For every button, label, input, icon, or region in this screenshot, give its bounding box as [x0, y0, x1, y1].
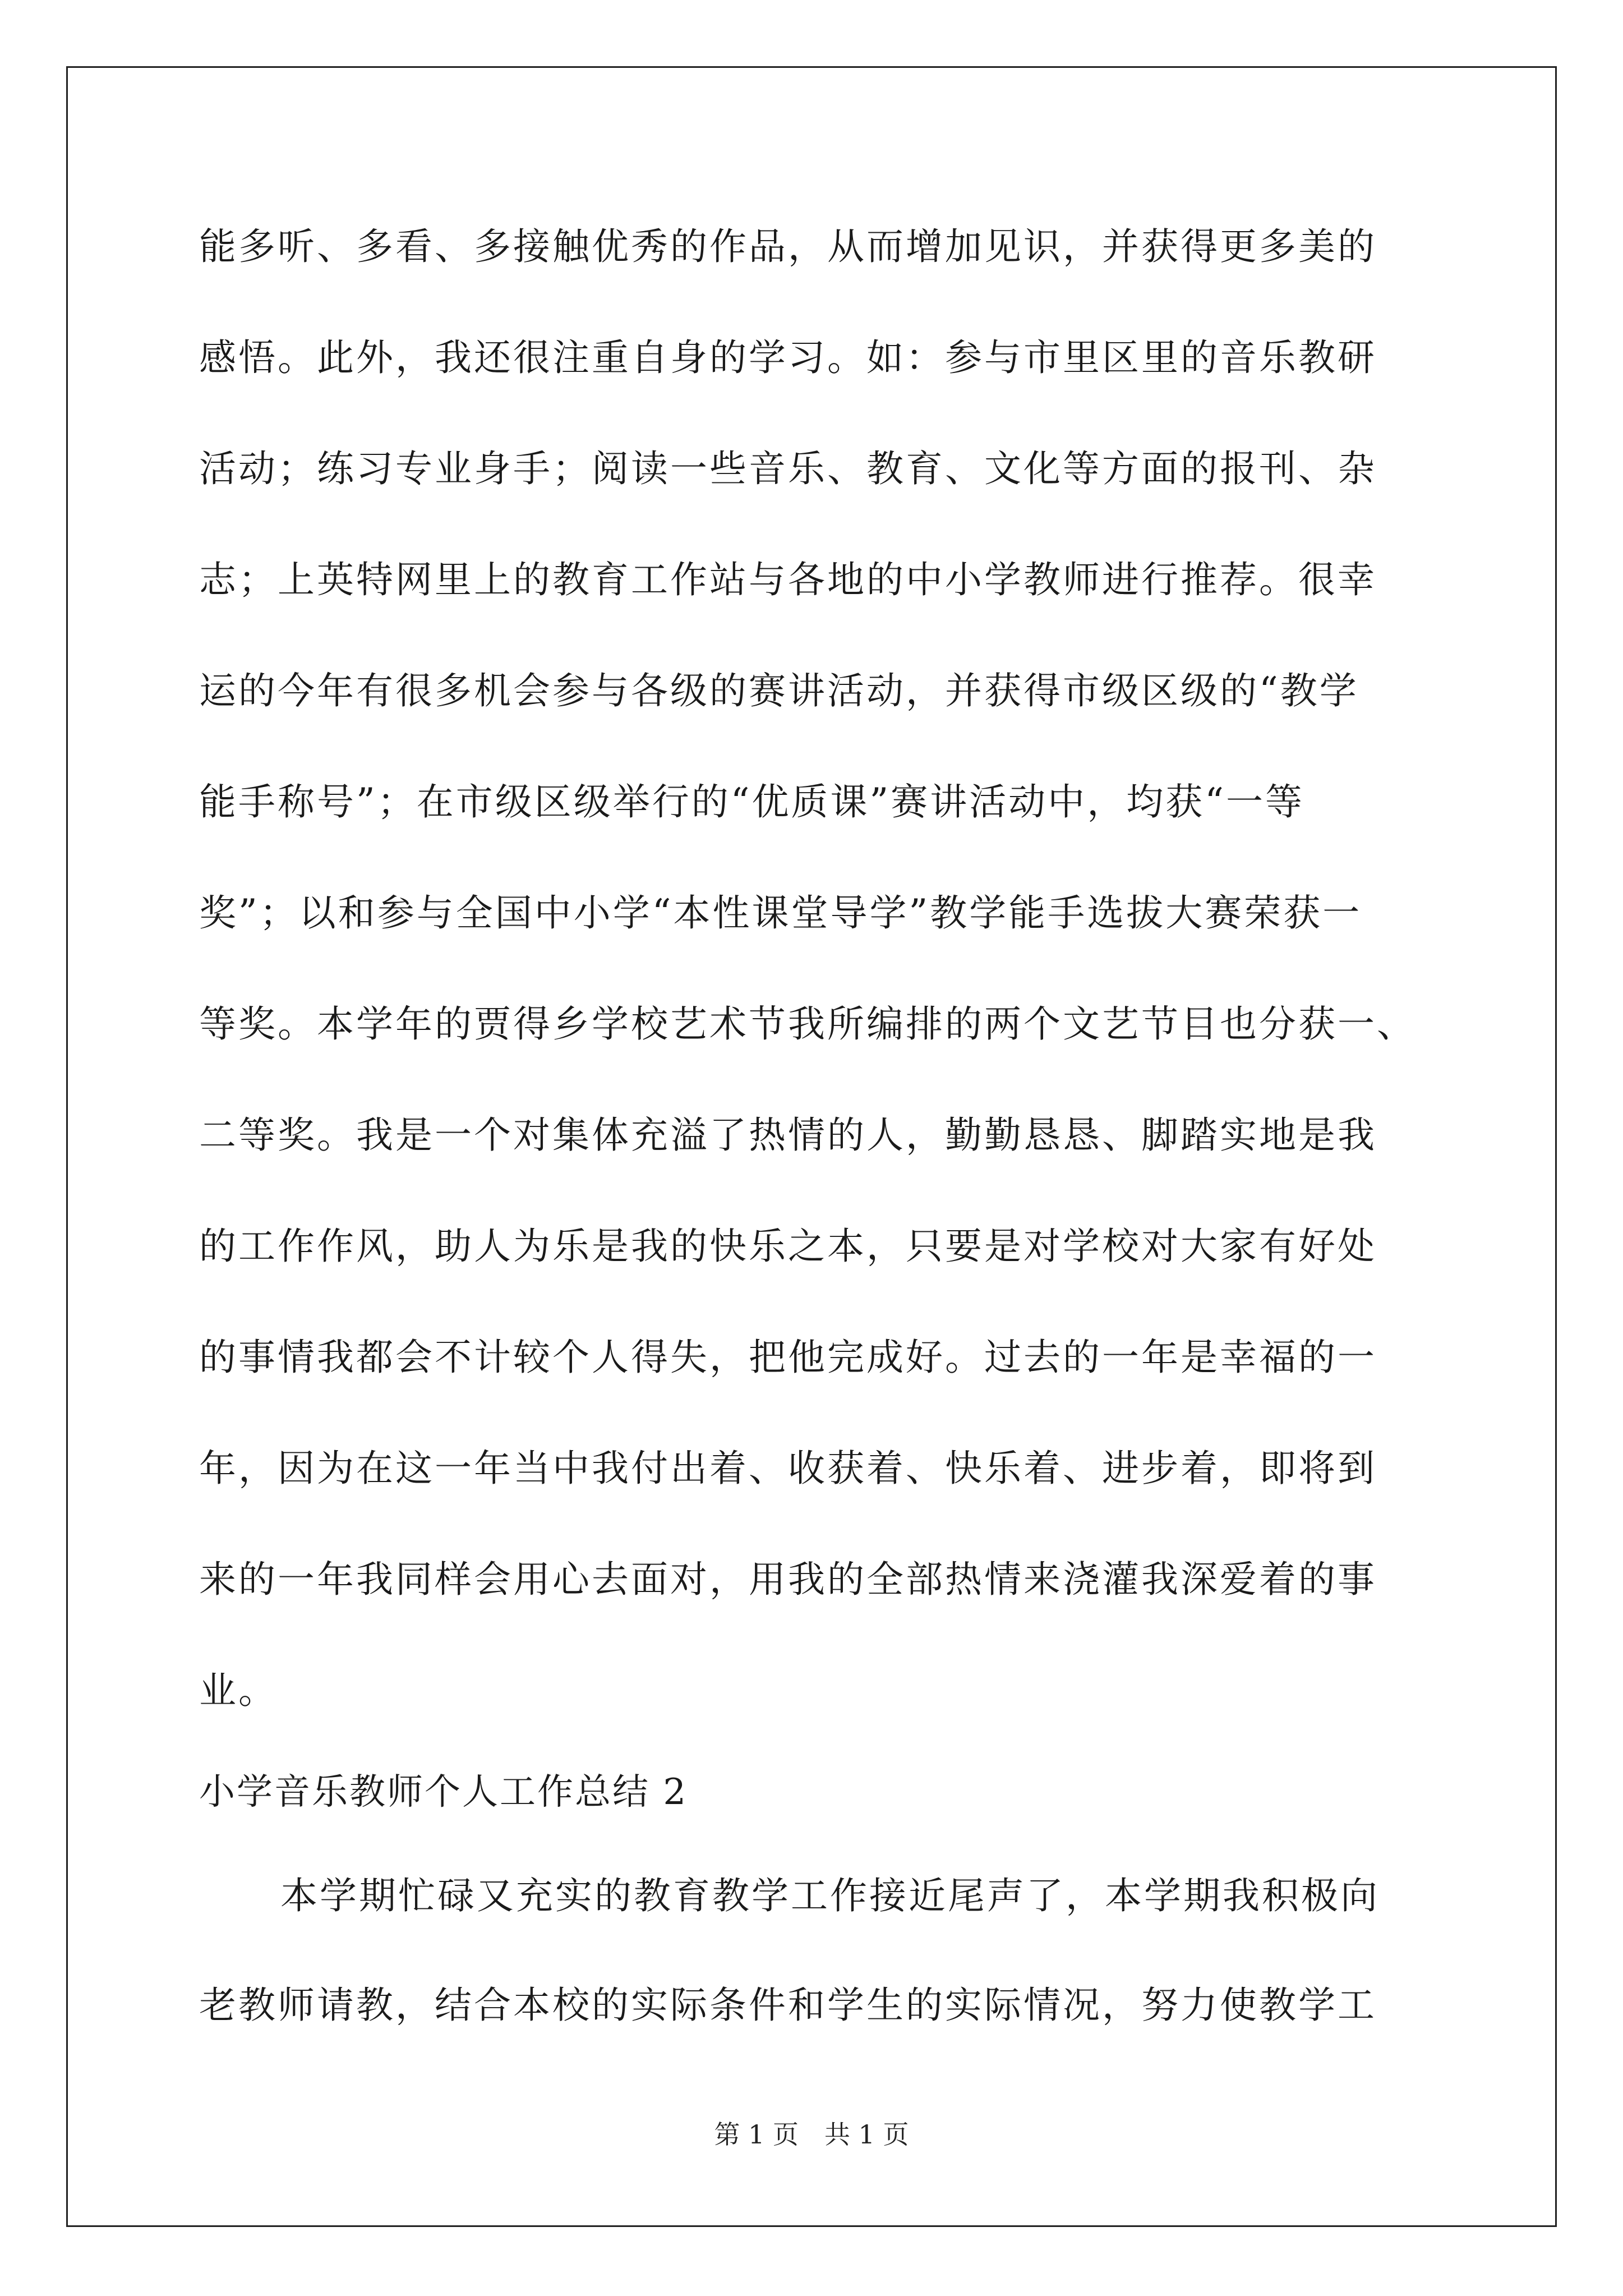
body-line-8: 等奖。本学年的贾得乡学校艺术节我所编排的两个文艺节目也分获一、	[199, 1002, 1416, 1046]
body-line-9: 二等奖。我是一个对集体充溢了热情的人，勤勤恳恳、脚踏实地是我	[199, 1114, 1377, 1157]
body-line-14: 业。	[199, 1669, 278, 1712]
body-line-11: 的事情我都会不计较个人得失，把他完成好。过去的一年是幸福的一	[199, 1336, 1377, 1379]
body-line-1: 能多听、多看、多接触优秀的作品，从而增加见识，并获得更多美的	[199, 225, 1377, 268]
body-line-3: 活动；练习专业身手；阅读一些音乐、教育、文化等方面的报刊、杂	[199, 447, 1377, 490]
body-line-2: 感悟。此外，我还很注重自身的学习。如：参与市里区里的音乐教研	[199, 336, 1377, 379]
body-line-5: 运的今年有很多机会参与各级的赛讲活动，并获得市级区级的“教学	[199, 669, 1359, 712]
body-line-6: 能手称号”；在市级区级举行的“优质课”赛讲活动中，均获“一等	[199, 780, 1304, 823]
section-line-2: 老教师请教，结合本校的实际条件和学生的实际情况，努力使教学工	[199, 1984, 1377, 2027]
page-footer: 第 1 页 共 1 页	[714, 2119, 909, 2150]
body-line-12: 年，因为在这一年当中我付出着、收获着、快乐着、进步着，即将到	[199, 1447, 1377, 1490]
section-line-1: 本学期忙碌又充实的教育教学工作接近尾声了，本学期我积极向	[280, 1874, 1380, 1917]
body-line-10: 的工作作风，助人为乐是我的快乐之本，只要是对学校对大家有好处	[199, 1225, 1377, 1268]
body-line-13: 来的一年我同样会用心去面对，用我的全部热情来浇灌我深爱着的事	[199, 1558, 1377, 1601]
body-line-4: 志；上英特网里上的教育工作站与各地的中小学教师进行推荐。很幸	[199, 558, 1377, 601]
section-title: 小学音乐教师个人工作总结 2	[199, 1772, 688, 1813]
body-line-7: 奖”；以和参与全国中小学“本性课堂导学”教学能手选拔大赛荣获一	[199, 891, 1362, 935]
